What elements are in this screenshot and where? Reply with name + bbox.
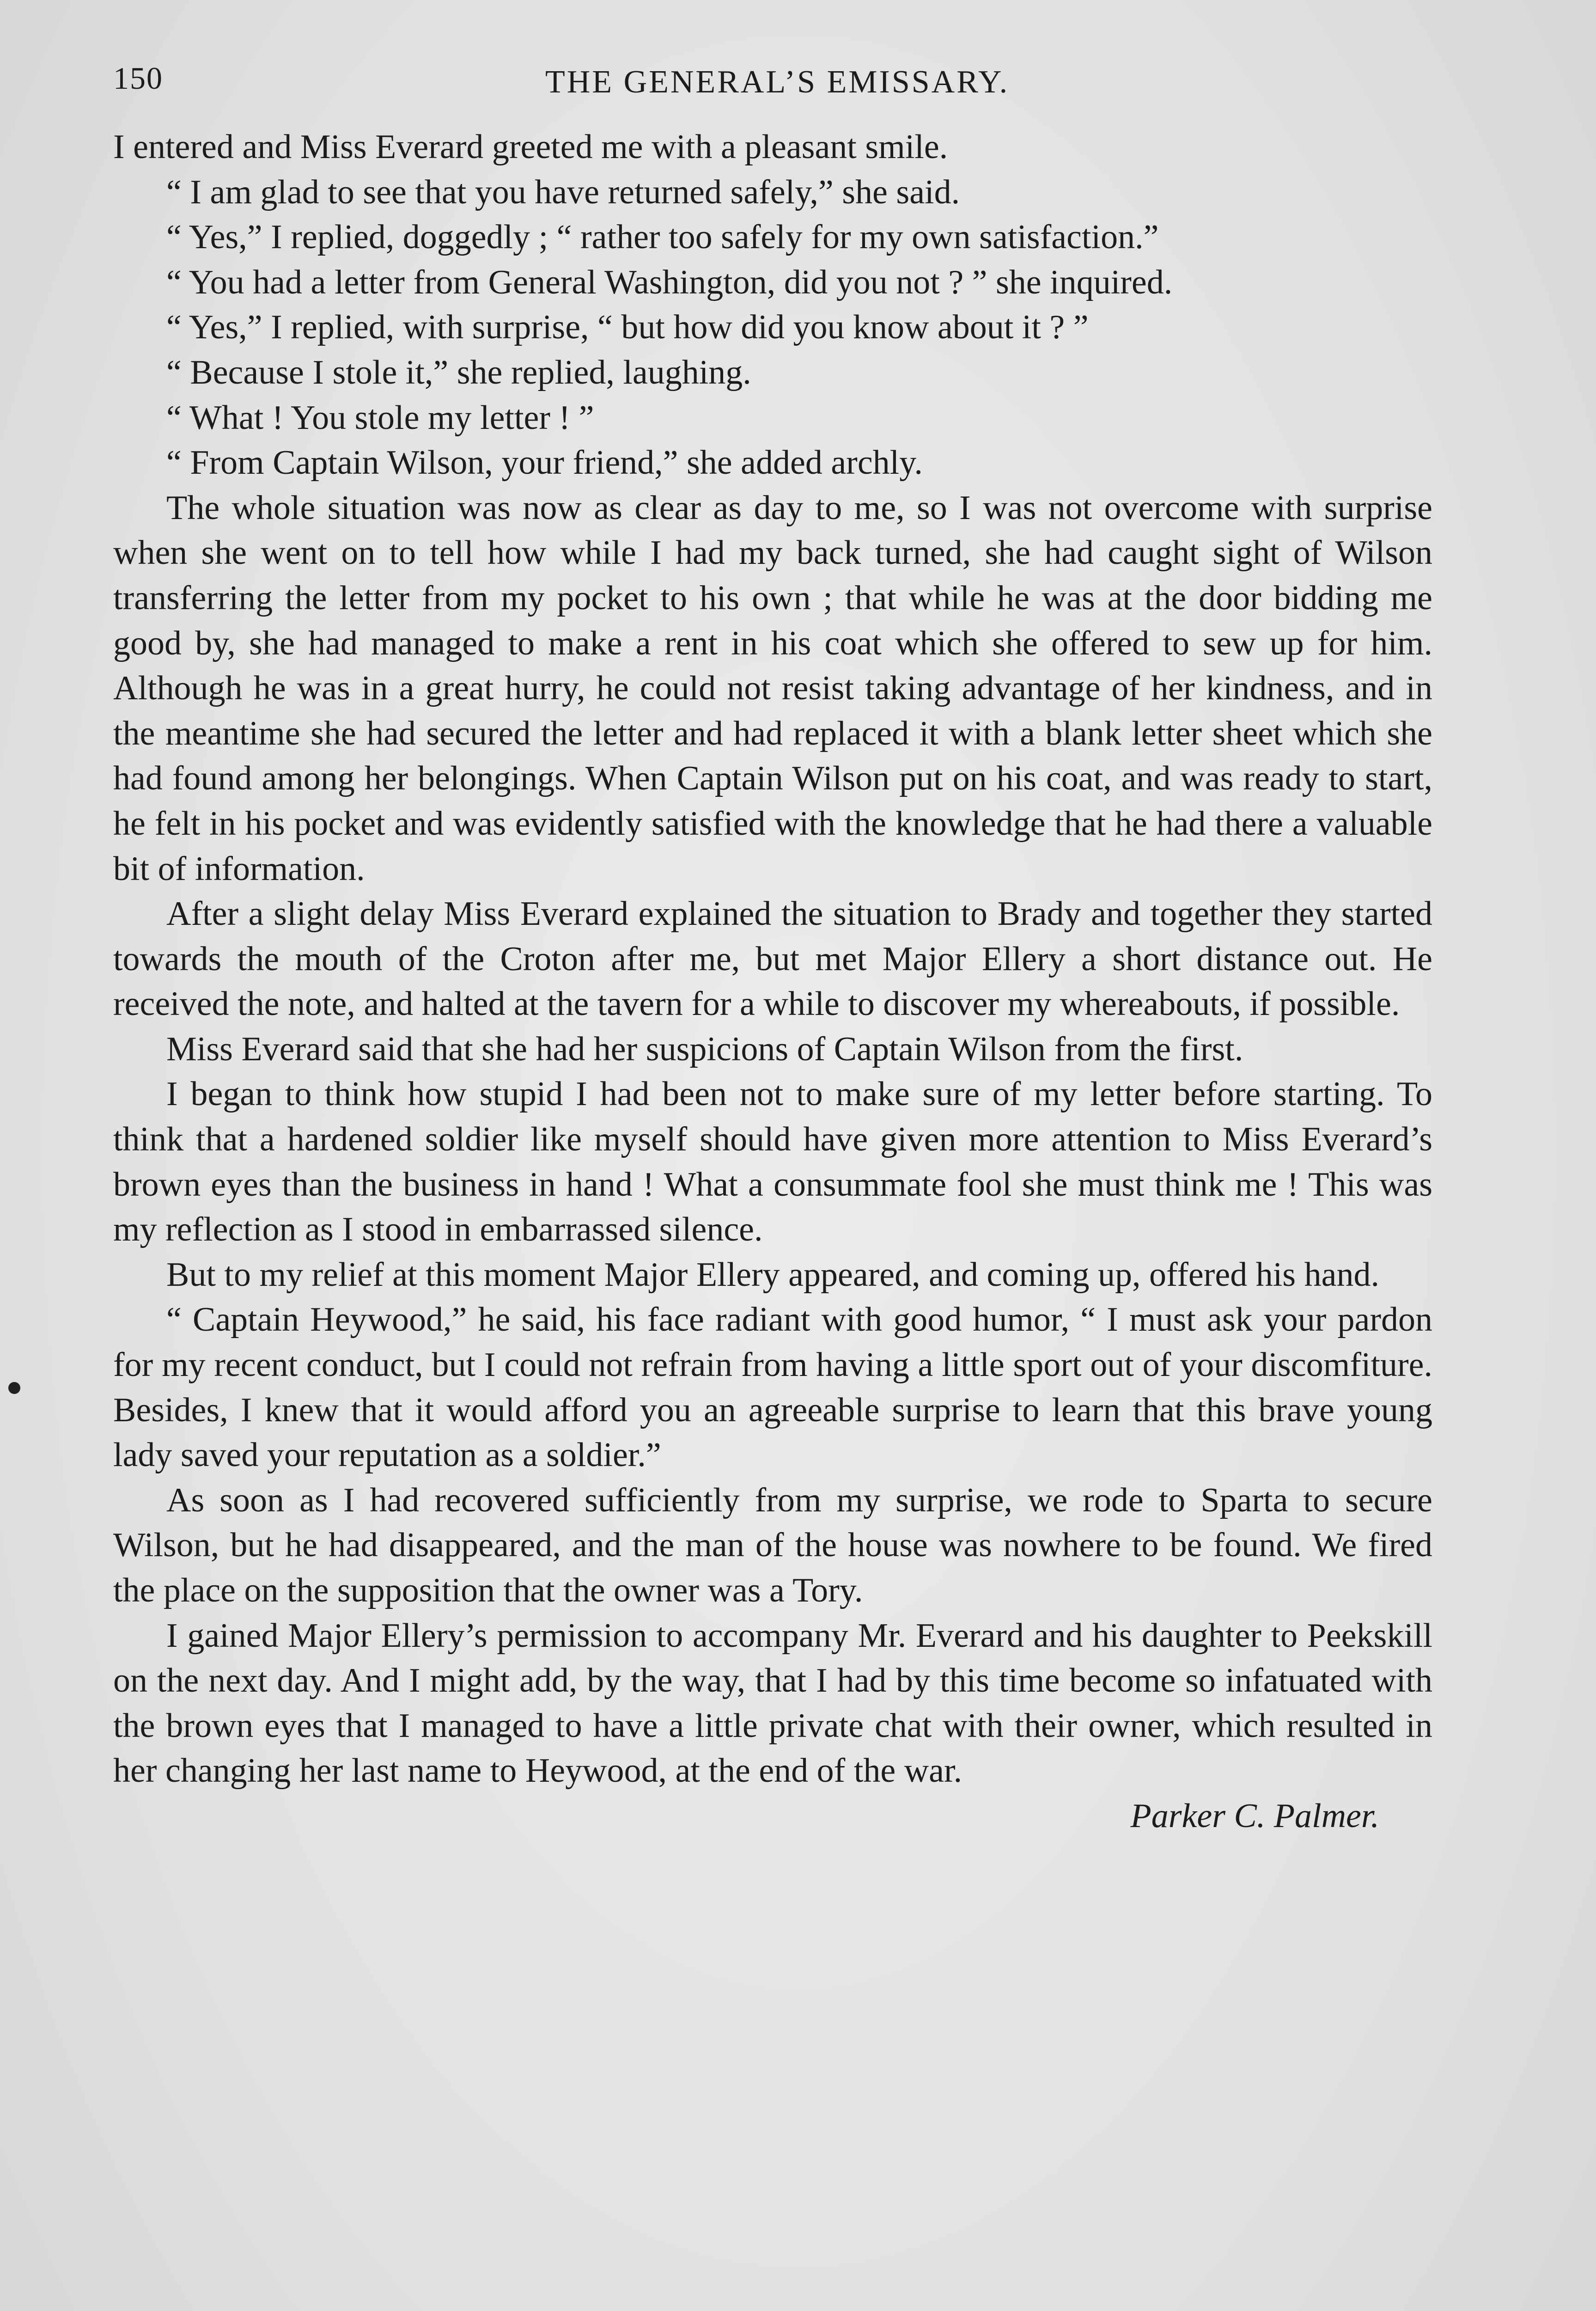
page-header (113, 60, 1499, 111)
paragraph: After a slight delay Miss Everard explained the situation to Brady and together they started towards the mouth of the Croton after me, but met Major Ellery a short distance out. He received the note, and halted at the tavern for a while to discover my whereabouts, if possible. (113, 895, 1432, 1023)
paragraph: Miss Everard said that she had her suspicions of Captain Wilson from the first. (166, 1030, 1243, 1068)
paragraph: I entered and Miss Everard greeted me with a pleasant smile. (113, 128, 948, 166)
paragraph: The whole situation was now as clear as day to me, so I was not overcome with surprise when she went on to tell how while I had my back turned, she had caught sight of Wilson transferring the letter from my pocket to his own ; that while he was at the door bidding me good by, she had managed to make a rent in his coat which she offered to sew up for him. Although he was in a great hurry, he could not resist taking advantage of her kindness, and in the meantime she had secured the letter and had replaced it with a blank letter sheet which she had found among her belongings. When Captain Wilson put on his coat, and was ready to start, he felt in his pocket and was evidently satisfied with the knowledge that he had there a valuable bit of information. (113, 489, 1432, 888)
paragraph: “ Because I stole it,” she replied, laughing. (166, 353, 751, 391)
paragraph: “ I am glad to see that you have returned safely,” she said. (166, 173, 960, 211)
paragraph: “ Yes,” I replied, doggedly ; “ rather too safely for my own satisfaction.” (166, 218, 1159, 257)
story-text (113, 125, 1432, 1839)
page-number: 150 (113, 61, 163, 96)
paragraph: I began to think how stupid I had been not to make sure of my letter before starting. To think that a hardened soldier like myself should have given more attention to Miss Everard’s brown eyes than the business in hand ! What a consummate fool she must think me ! This was my reflection as I stood in embarrassed silence. (113, 1075, 1432, 1249)
paragraph: “ You had a letter from General Washington, did you not ? ” she inquired. (166, 263, 1173, 301)
paragraph: As soon as I had recovered sufficiently from my surprise, we rode to Sparta to secure Wilson, but he had disappeared, and the man of the house was nowhere to be found. We fired the place on the supposition that the owner was a Tory. (113, 1481, 1432, 1609)
paragraph: But to my relief at this moment Major Ellery appeared, and coming up, offered his hand. (166, 1255, 1379, 1294)
paragraph: I gained Major Ellery’s permission to accompany Mr. Everard and his daughter to Peekskill on the next day. And I might add, by the way, that I had by this time become so infatuated with the brown eyes that I managed to have a little private chat with their owner, which resulted in her changing her last name to Heywood, at the end of the war. (113, 1616, 1432, 1790)
paragraph: “ From Captain Wilson, your friend,” she added archly. (166, 444, 923, 482)
paragraph: “ Yes,” I replied, with surprise, “ but how did you know about it ? ” (166, 308, 1089, 347)
paragraph: “ Captain Heywood,” he said, his face radiant with good humor, “ I must ask your pardon for my recent conduct, but I could not refrain from having a little sport out of your discomfiture. Besides, I knew that it would afford you an agreeable surprise to learn that this brave young lady saved your reputation as a soldier.” (113, 1301, 1432, 1474)
author-signature: Parker C. Palmer. (1130, 1797, 1379, 1835)
running-title: THE GENERAL’S EMISSARY. (545, 64, 1010, 100)
ink-speck (8, 1382, 20, 1394)
paragraph: “ What ! You stole my letter ! ” (166, 398, 594, 437)
